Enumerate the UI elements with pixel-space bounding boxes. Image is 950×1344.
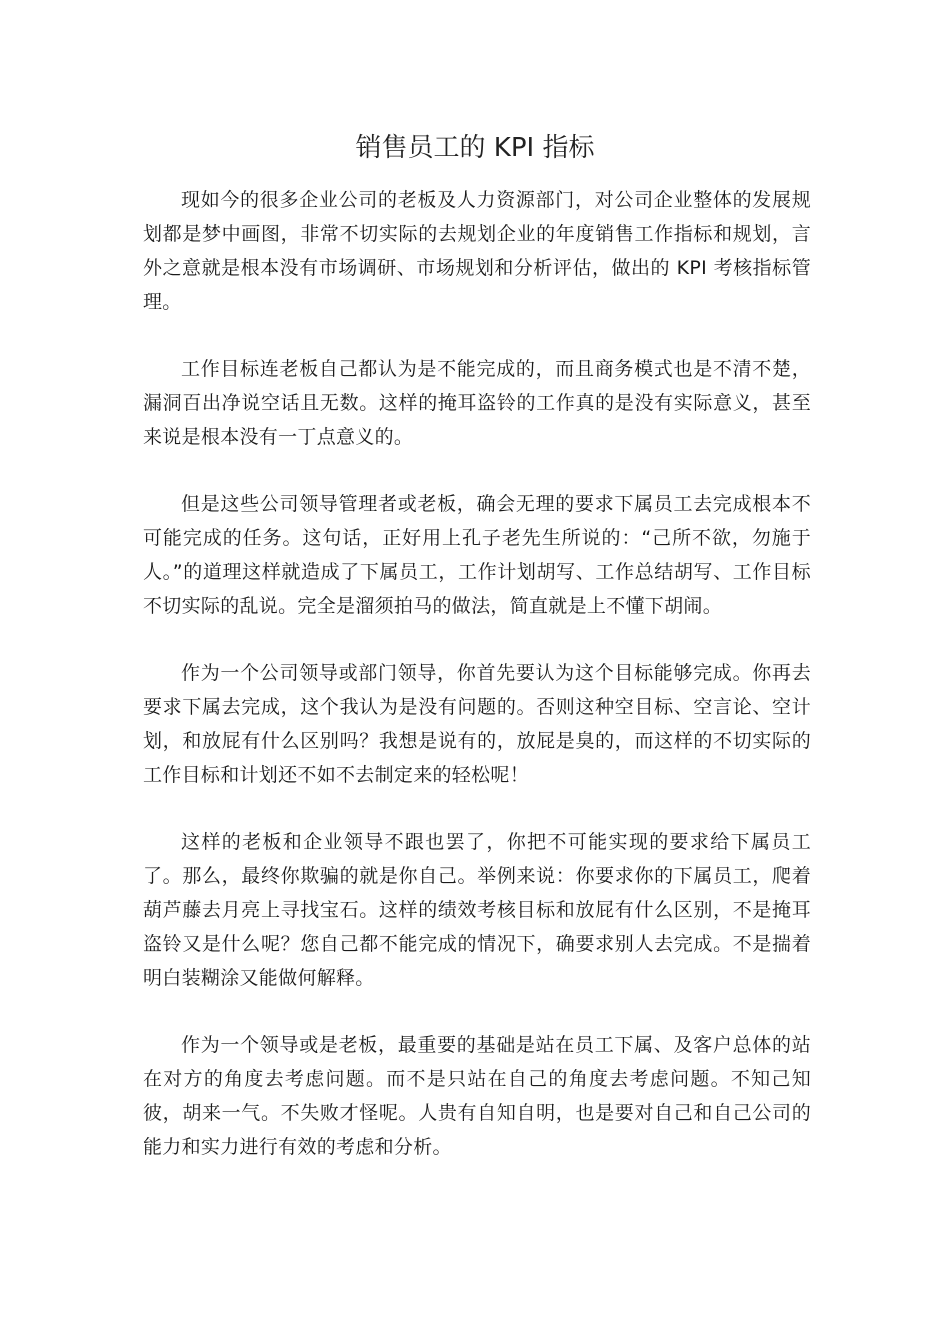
paragraph-6: 作为一个领导或是老板，最重要的基础是站在员工下属、及客户总体的站在对方的角度去考虑问题。而不是只站在自己的角度去考虑问题。不知己知彼，胡来一气。不失败才怪呢。人贵有自知自明，也是要对自己和自己公司的能力和实力进行有效的考虑和分析。 [143, 1034, 811, 1158]
document-title: 销售员工的 KPI 指标 [355, 133, 595, 163]
paragraph-2: 工作目标连老板自己都认为是不能完成的，而且商务模式也是不清不楚，漏洞百出净说空话且无数。这样的掩耳盗铃的工作真的是没有实际意义，甚至来说是根本没有一丁点意义的。 [143, 358, 811, 448]
paragraph-4: 作为一个公司领导或部门领导，你首先要认为这个目标能够完成。你再去要求下属去完成，这个我认为是没有问题的。否则这种空目标、空言论、空计划，和放屁有什么区别吗？我想是说有的，放屁是臭的，而这样的不切实际的工作目标和计划还不如不去制定来的轻松呢！ [143, 662, 811, 786]
paragraph-5: 这样的老板和企业领导不跟也罢了，你把不可能实现的要求给下属员工了。那么，最终你欺骗的就是你自己。举例来说：你要求你的下属员工，爬着葫芦藤去月亮上寻找宝石。这样的绩效考核目标和放屁有什么区别，不是掩耳盗铃又是什么呢？您自己都不能完成的情况下，确要求别人去完成。不是揣着明白装糊涂又能做何解释。 [143, 831, 811, 989]
document-body [143, 183, 811, 1197]
paragraph-3: 但是这些公司领导管理者或老板，确会无理的要求下属员工去完成根本不可能完成的任务。这句话，正好用上孔子老先生所说的：“己所不欲，勿施于人。”的道理这样就造成了下属员工，工作计划胡写、工作总结胡写、工作目标不切实际的乱说。完全是溜须拍马的做法，简直就是上不懂下胡闹。 [143, 493, 811, 617]
paragraph-1: 现如今的很多企业公司的老板及人力资源部门，对公司企业整体的发展规划都是梦中画图，非常不切实际的去规划企业的年度销售工作指标和规划，言外之意就是根本没有市场调研、市场规划和分析评估，做出的 KPI 考核指标管理。 [143, 189, 811, 313]
